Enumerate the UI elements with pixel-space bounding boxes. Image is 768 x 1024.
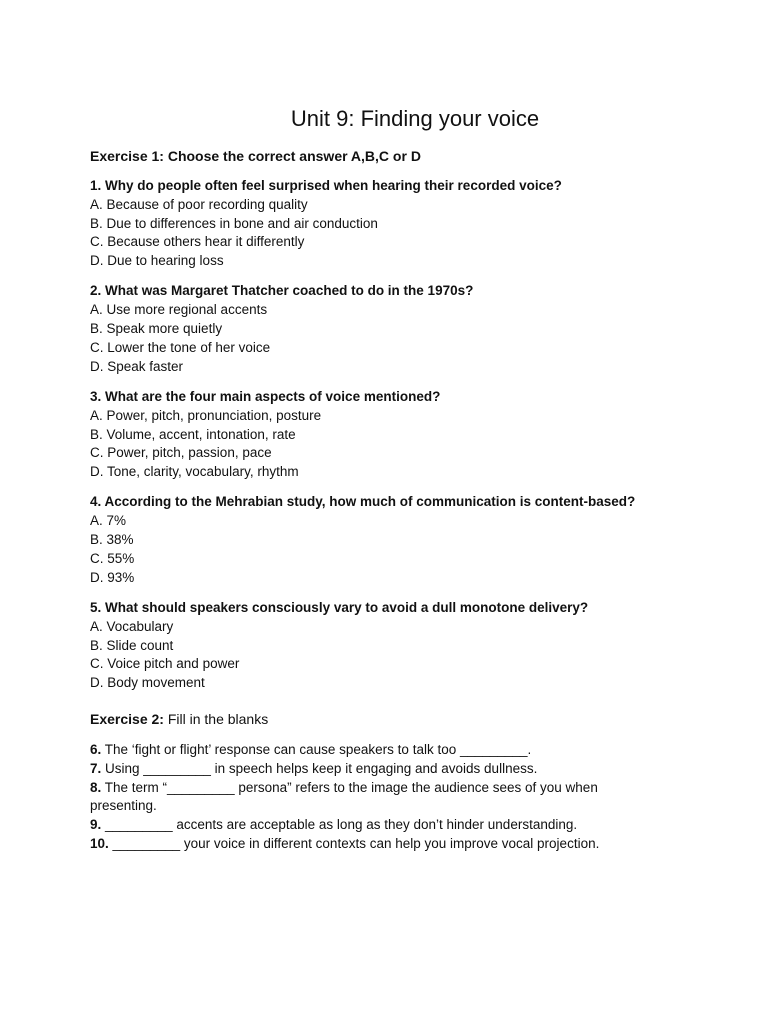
exercise-2-heading-label: Exercise 2: — [90, 711, 164, 727]
fill-blank-item — [90, 835, 650, 854]
answer-option: A. Power, pitch, pronunciation, posture — [90, 407, 322, 423]
answer-option: C. 55% — [90, 550, 135, 566]
answer-option: C. Voice pitch and power — [90, 656, 240, 672]
answer-option: D. 93% — [90, 569, 135, 585]
item-number: 6. — [90, 742, 102, 757]
answer-option: D. Body movement — [90, 675, 205, 691]
exercise-2-heading-instruction: Fill in the blanks — [163, 711, 269, 727]
question-text: 2. What was Margaret Thatcher coached to do in the 1970s? — [90, 283, 474, 299]
answer-option: B. Volume, accent, intonation, rate — [90, 426, 296, 442]
item-number: 7. — [90, 760, 102, 776]
item-number: 10. — [90, 835, 109, 851]
answer-option: C. Because others hear it differently — [90, 234, 305, 250]
answer-option: B. Slide count — [90, 637, 174, 653]
answer-option: B. Speak more quietly — [90, 321, 223, 337]
answer-option: A. Use more regional accents — [90, 302, 268, 318]
item-number: 9. — [90, 817, 102, 833]
answer-option: D. Speak faster — [90, 358, 184, 374]
answer-option: A. Vocabulary — [90, 618, 174, 634]
question-4 — [90, 493, 730, 587]
answer-option: A. Because of poor recording quality — [90, 196, 308, 212]
exercise-1-questions — [90, 177, 730, 704]
fill-blank-item — [90, 760, 650, 779]
item-text: Using _________ in speech helps keep it engaging and avoids dullness. — [101, 760, 538, 776]
answer-option: B. Due to differences in bone and air conduction — [90, 215, 378, 231]
exercise-1-heading: Exercise 1: Choose the correct answer A,B,C or D — [90, 148, 421, 164]
item-number: 8. — [90, 779, 102, 795]
item-text: _________ accents are acceptable as long as they don’t hinder understanding. — [101, 817, 578, 833]
answer-option: A. 7% — [90, 513, 127, 529]
item-text: _________ your voice in different contexts can help you improve vocal projection. — [108, 835, 600, 851]
exercise-2-items — [90, 741, 650, 854]
item-text: The term “_________ persona” refers to the image the audience sees of you when presenting. — [90, 779, 598, 814]
fill-blank-item — [90, 816, 650, 835]
question-text: 5. What should speakers consciously vary to avoid a dull monotone delivery? — [90, 599, 589, 615]
fill-blank-item — [90, 741, 650, 760]
question-text: 4. According to the Mehrabian study, how much of communication is content-based? — [90, 494, 636, 510]
exercise-2-heading — [90, 710, 268, 729]
question-2 — [90, 282, 730, 376]
fill-blank-item — [90, 779, 650, 817]
answer-option: D. Due to hearing loss — [90, 253, 224, 269]
question-1 — [90, 177, 730, 271]
question-text: 3. What are the four main aspects of voice mentioned? — [90, 388, 441, 404]
answer-option: C. Lower the tone of her voice — [90, 339, 271, 355]
question-text: 1. Why do people often feel surprised when hearing their recorded voice? — [90, 178, 562, 193]
answer-option: B. 38% — [90, 532, 134, 548]
question-5 — [90, 599, 730, 693]
answer-option: C. Power, pitch, passion, pace — [90, 445, 272, 461]
item-text: The ‘fight or flight’ response can cause speakers to talk too _________. — [101, 742, 532, 757]
answer-option: D. Tone, clarity, vocabulary, rhythm — [90, 464, 299, 480]
page-title: Unit 9: Finding your voice — [290, 106, 540, 131]
question-3 — [90, 388, 730, 482]
